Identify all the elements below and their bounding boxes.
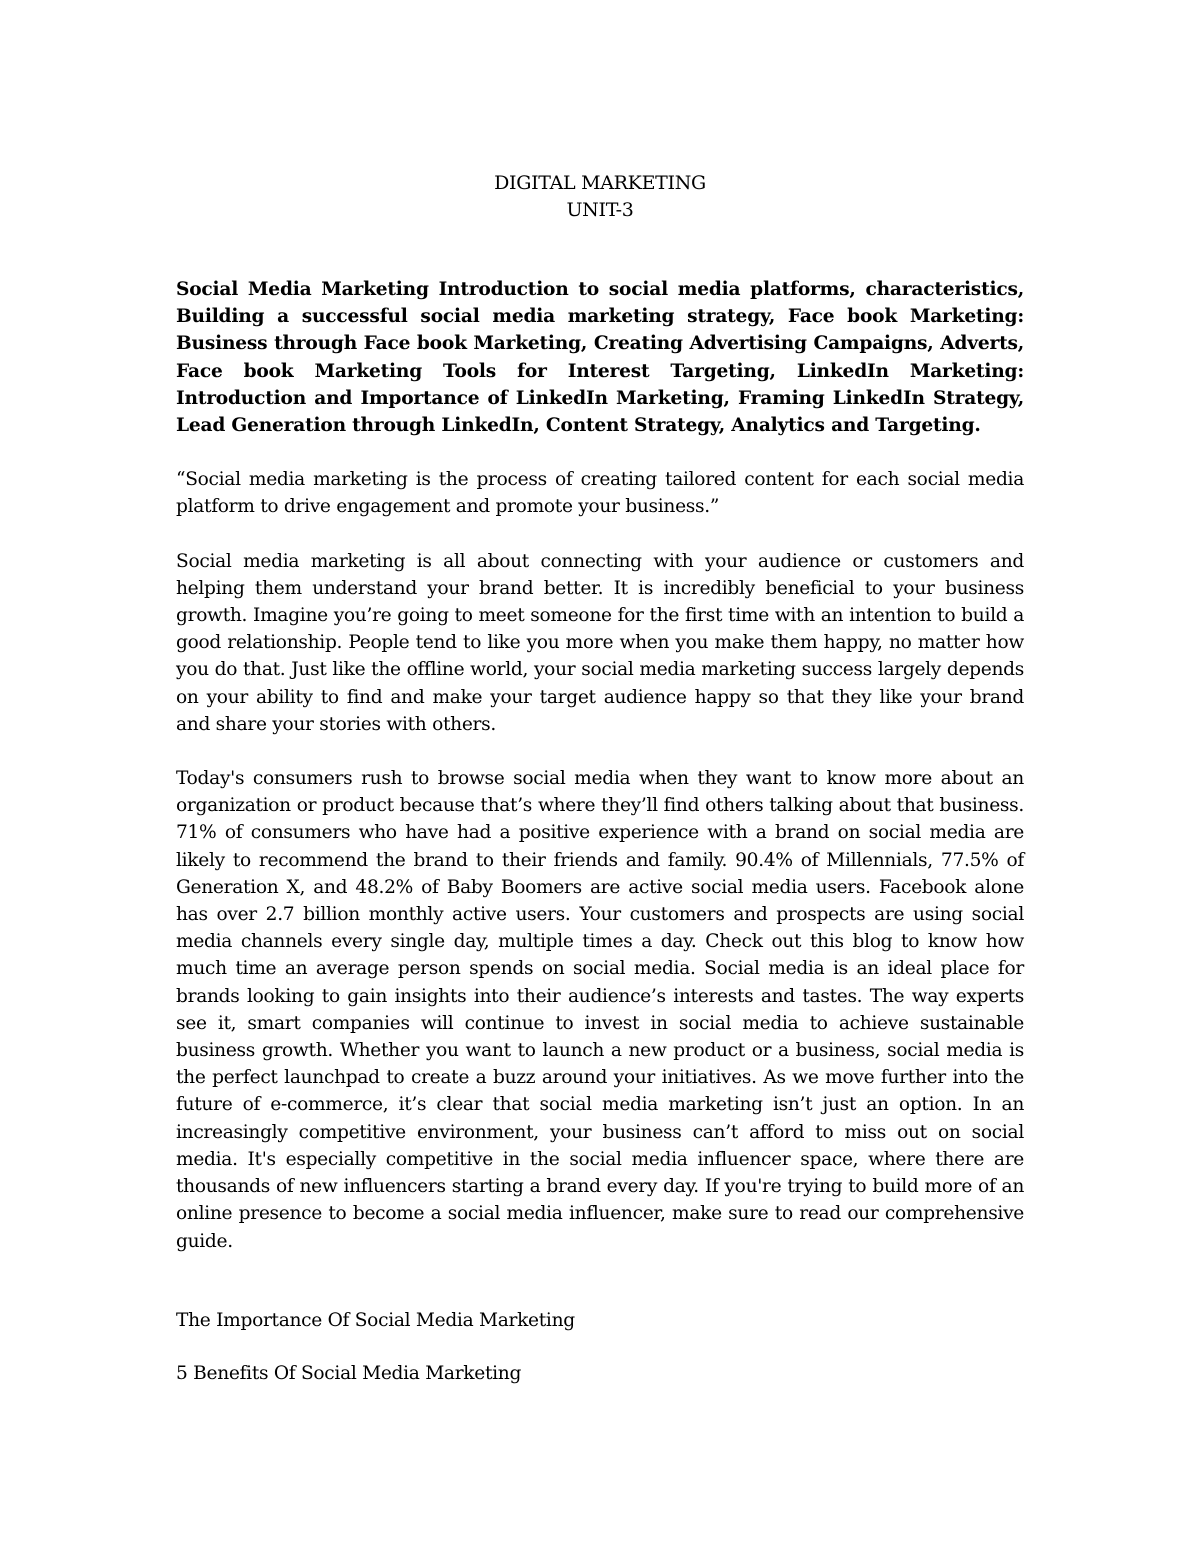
body-paragraph-1: Social media marketing is all about connecting with your audience or customers and helping them understand your brand better. It is incredibly beneficial to your business growth. Imagine you’re going to meet someone for the first time with an intention to build a good relationship. People tend to like you more when you make them happy, no matter how you do that. Just like the offline world, your social media marketing success largely depends on your ability to find and make your target audience happy so that they like your brand and share your stories with others.: [176, 550, 1024, 735]
section-heading-benefits: 5 Benefits Of Social Media Marketing: [176, 1362, 522, 1384]
body-paragraph-2: Today's consumers rush to browse social media when they want to know more about an organization or product because that’s where they’ll find others talking about that business. 71% of consumers who have had a positive experience with a brand on social media are likely to recommend the brand to their friends and family. 90.4% of Millennials, 77.5% of Generation X, and 48.2% of Baby Boomers are active social media users. Facebook alone has over 2.7 billion monthly active users. Your customers and prospects are using social media channels every single day, multiple times a day. Check out this blog to know how much time an average person spends on social media. Social media is an ideal place for brands looking to gain insights into their audience’s interests and tastes. The way experts see it, smart companies will continue to invest in social media to achieve sustainable business growth. Whether you want to launch a new product or a business, social media is the perfect launchpad to create a buzz around your initiatives. As we move further into the future of e-commerce, it’s clear that social media marketing isn’t just an option. In an increasingly competitive environment, your business can’t afford to miss out on social media. It's especially competitive in the social media influencer space, where there are thousands of new influencers starting a brand every day. If you're trying to build more of an online presence to become a social media influencer, make sure to read our comprehensive guide.: [176, 768, 1024, 1252]
section-heading-importance: The Importance Of Social Media Marketing: [176, 1309, 575, 1331]
syllabus-paragraph: Social Media Marketing Introduction to social media platforms, characteristics, Building a successful social media marketing strategy, Face book Marketing: Business through Face book Marketing, Creating Advertising Campaigns, Adverts, Face book Marketing Tools for Interest Targeting, LinkedIn Marketing: Introduction and Importance of LinkedIn Marketing, Framing LinkedIn Strategy, Lead Generation through LinkedIn, Content Strategy, Analytics and Targeting.: [176, 279, 1024, 437]
document-title: DIGITAL MARKETING: [494, 172, 706, 194]
title-block: [176, 170, 1024, 224]
page-content: [176, 170, 1024, 1387]
unit-label: UNIT-3: [566, 199, 634, 221]
definition-quote: “Social media marketing is the process of creating tailored content for each social media platform to drive engagement and promote your business.”: [176, 469, 1024, 518]
